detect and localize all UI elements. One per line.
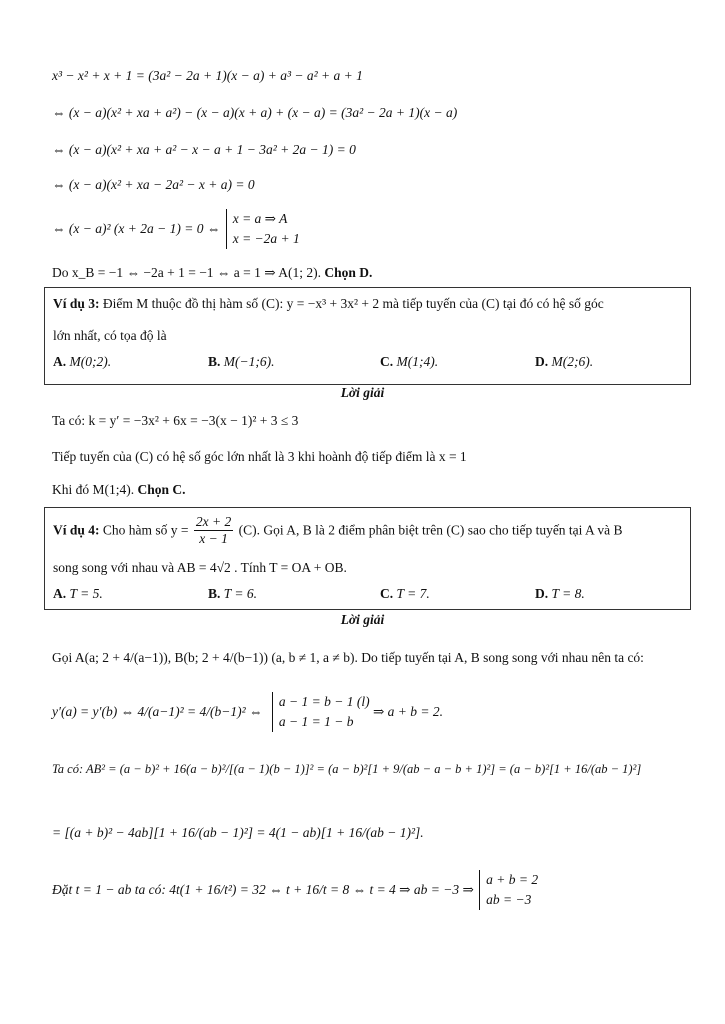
example-4-option-a [53, 586, 103, 602]
example-4-question-post: (C). Gọi A, B là 2 điểm phân biệt trên (C) sao cho tiếp tuyến tại A và B [238, 522, 623, 538]
option-a-label: A. [53, 354, 67, 369]
option-a-text: M(0;2). [69, 354, 112, 369]
example-4-option-c [380, 586, 430, 602]
example-3-solution-line-2: Tiếp tuyến của (C) có hệ số góc lớn nhất là 3 khi hoành độ tiếp điểm là x = 1 [52, 449, 467, 464]
equation-line-5 [52, 209, 300, 249]
substitution-equation: Đặt t = 1 − ab ta có: 4t(1 + 16/t²) = 32 ⇔ t + 16/t = 8 ⇔ t = 4 ⇒ ab = −3 ⇒ [52, 882, 474, 897]
example-4-question-pre: Cho hàm số y = [102, 522, 189, 538]
system-line-2: ab = −3 [486, 892, 532, 907]
example-4-solution-line-2 [52, 692, 443, 732]
case-2: a − 1 = 1 − b [272, 712, 370, 732]
example-3-solution-line-1: Ta có: k = y′ = −3x² + 6x = −3(x − 1)² + 3 ≤ 3 [52, 413, 299, 428]
example-3-question-text: Điểm M thuộc đồ thị hàm số (C): y = −x³ + 3x² + 2 mà tiếp tuyến của (C) tại đó có hệ số góc [102, 296, 604, 311]
example-4-solution-line-5 [52, 870, 538, 910]
final-system [479, 870, 538, 910]
system-line-1: a + b = 2 [486, 872, 539, 887]
example-4-question-line-2: song song với nhau và AB = 4√2 . Tính T = OA + OB. [53, 560, 347, 575]
example-3-question-line-1 [53, 296, 604, 312]
equation-line-3: ⇔ (x − a)(x² + xa + a² − x − a + 1 − 3a² + 2a − 1) = 0 [52, 142, 356, 157]
example-3-solution-heading: Lời giải [340, 385, 385, 400]
example-3-solution-text: Khi đó M(1;4). [52, 482, 135, 497]
equation-line-2: ⇔ (x − a)(x² + xa + a²) − (x − a)(x + a) + (x − a) = (3a² − 2a + 1)(x − a) [52, 105, 458, 120]
example-3-label: Ví dụ 3: [53, 296, 100, 311]
example-3-box [44, 287, 691, 385]
example-3-option-c [380, 354, 438, 370]
derivative-result: ⇒ a + b = 2. [372, 704, 443, 719]
case-1: a − 1 = b − 1 (l) [272, 692, 370, 712]
fraction-denominator: x − 1 [199, 531, 228, 546]
example-4-solution-line-3: Ta có: AB² = (a − b)² + 16(a − b)²/[(a − 1)(b − 1)]² = (a − b)²[1 + 9/(ab − a − b + 1)²] = (a − b)²[1 + 16/(ab − 1)²] [52, 762, 642, 776]
option-b-text: M(−1;6). [223, 354, 275, 369]
option-c-text: T = 7. [396, 586, 430, 601]
option-d-text: T = 8. [551, 586, 585, 601]
answer-label: Chọn D. [324, 265, 373, 280]
case-2: x = −2a + 1 [232, 231, 300, 246]
fraction-numerator: 2x + 2 [195, 514, 232, 529]
equation-line-5-left: ⇔ (x − a)² (x + 2a − 1) = 0 ⇔ [52, 221, 221, 236]
example-4-option-d [535, 586, 585, 602]
derivative-equation: y′(a) = y′(b) ⇔ 4/(a−1)² = 4/(b−1)² ⇔ [52, 704, 263, 719]
equation-line-4: ⇔ (x − a)(x² + xa − 2a² − x + a) = 0 [52, 177, 255, 192]
example-4-question-line-1 [53, 514, 623, 547]
example-3-option-a [53, 354, 111, 370]
option-d-label: D. [535, 586, 549, 601]
equation-line-1: x³ − x² + x + 1 = (3a² − 2a + 1)(x − a) + a³ − a² + a + 1 [52, 68, 363, 83]
example-3-answer-label: Chọn C. [137, 482, 186, 497]
example-4-fraction [194, 514, 233, 547]
example-4-box [44, 507, 691, 610]
option-c-label: C. [380, 354, 394, 369]
example-4-solution-line-1: Gọi A(a; 2 + 4/(a−1)), B(b; 2 + 4/(b−1)) (a, b ≠ 1, a ≠ b). Do tiếp tuyến tại A, B song song với nhau nên ta có: [52, 650, 644, 665]
option-c-label: C. [380, 586, 394, 601]
option-b-text: T = 6. [223, 586, 258, 601]
option-a-label: A. [53, 586, 67, 601]
example-4-option-b [208, 586, 257, 602]
example-3-option-b [208, 354, 274, 370]
example-4-solution-heading: Lời giải [340, 612, 385, 627]
option-d-text: M(2;6). [551, 354, 594, 369]
option-c-text: M(1;4). [396, 354, 439, 369]
option-b-label: B. [208, 586, 221, 601]
example-4-label: Ví dụ 4: [53, 522, 100, 538]
equation-line-5-cases [226, 209, 300, 249]
option-b-label: B. [208, 354, 221, 369]
example-3-option-d [535, 354, 593, 370]
option-a-text: T = 5. [69, 586, 103, 601]
conclusion-line [52, 265, 372, 281]
case-1: x = a ⇒ A [232, 211, 288, 226]
example-3-solution-line-3 [52, 482, 186, 498]
option-d-label: D. [535, 354, 549, 369]
example-3-question-line-2: lớn nhất, có tọa độ là [53, 328, 167, 343]
example-4-solution-line-4: = [(a + b)² − 4ab][1 + 16/(ab − 1)²] = 4(1 − ab)[1 + 16/(ab − 1)²]. [52, 825, 424, 840]
derivative-cases [268, 692, 370, 732]
conclusion-text: Do x_B = −1 ⇔ −2a + 1 = −1 ⇔ a = 1 ⇒ A(1; 2). [52, 265, 321, 280]
